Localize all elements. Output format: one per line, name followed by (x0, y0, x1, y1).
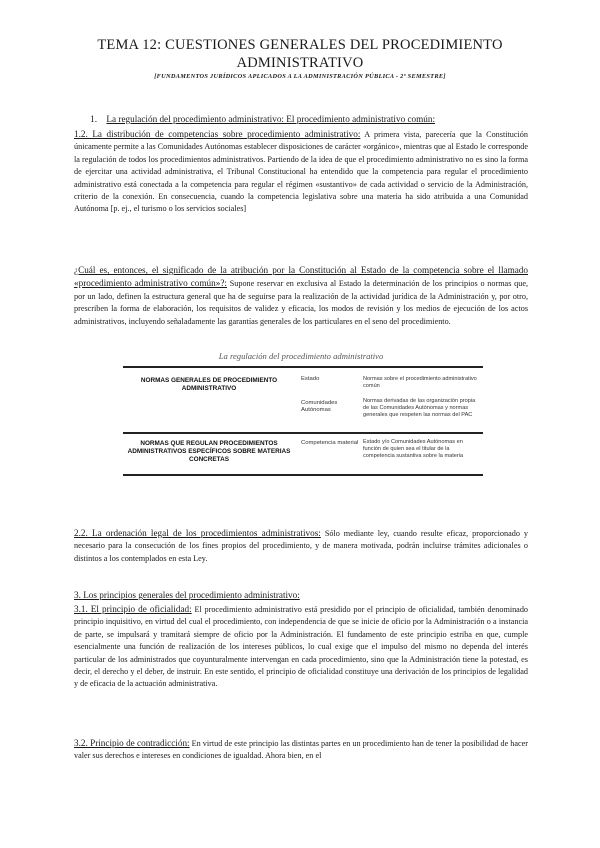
section-3-heading: 3. Los principios generales del procedimiento administrativo: (74, 590, 300, 600)
section-2-2-paragraph (74, 527, 528, 565)
section-1-2-body: A primera vista, parecería que la Constitución únicamente permite a las Comunidades Autónomas establecer disposiciones de carácter «orgánico», mientras que al Estado le corresponde la regulación de todos los procedimientos administrativos. Partiendo de la idea de que el procedimiento administrativo no es sino la forma de ejercitar una actividad administrativa, el Tribunal Constitucional ha entendido que la competencia para regular el procedimiento administrativo está conectada a la competencia para regular el régimen «sustantivo» de cada actividad o servicio de la Administración, criterio de la conexión. En consecuencia, cuando la competencia legislativa sobre una materia ha sido atribuida a una Comunidad Autónoma [p. ej., el turismo o los servicios sociales] (74, 130, 528, 214)
section-2-2-heading: 2.2. La ordenación legal de los procedimientos administrativos: (74, 528, 321, 538)
section-3-2-body: En virtud de este principio las distintas partes en un procedimiento han de tener la posibilidad de hacer valer sus derechos e intereses en condiciones de igualdad. Ahora bien, en el (74, 739, 528, 761)
section-1-2-heading: 1.2. La distribución de competencias sobre procedimiento administrativo: (74, 129, 361, 139)
figure-row1-sub1-label: Estado (301, 376, 320, 382)
question-paragraph (74, 264, 528, 328)
figure-bottom-rule (123, 474, 483, 476)
figure-middle-rule (123, 432, 483, 434)
figure-row1-sub2-label: Comunidades Autónomas (301, 400, 338, 414)
section-2-2-body: Sólo mediante ley, cuando resulte eficaz, proporcionado y necesario para la consecución de los fines propios del procedimiento, y de manera motivada, podrán incluirse trámites adicionales o distintos a los contemplados en esta Ley. (74, 529, 528, 563)
regulation-figure (123, 366, 483, 478)
figure-row1-sub1-text: Normas sobre el procedimiento administrativo común (363, 376, 477, 389)
figure-top-rule (123, 366, 483, 368)
section-3-1-heading: 3.1. El principio de oficialidad: (74, 604, 192, 614)
section-3-2-heading: 3.2. Principio de contradicción: (74, 738, 190, 748)
figure-row1-sub2-text: Normas derivadas de las organización propia de las Comunidades Autónomas y normas generales que respeten las normas del PAC (363, 398, 476, 418)
section-1-title: La regulación del procedimiento administrativo: El procedimiento administrativo común: (106, 114, 436, 124)
section-3-heading-block (74, 589, 528, 602)
section-1-heading (90, 114, 435, 125)
section-3-1-paragraph (74, 603, 528, 691)
section-1-2-paragraph (74, 128, 528, 216)
section-1-number: 1. (90, 115, 98, 125)
document-subtitle: [FUNDAMENTOS JURÍDICOS APLICADOS A LA ADMINISTRACIÓN PÚBLICA - 2º SEMESTRE] (154, 73, 446, 80)
question-heading: ¿Cuál es, entonces, el significado de la atribución por la Constitución al Estado de la competencia sobre el llamado «procedimiento administrativo común»?: (74, 265, 528, 289)
figure-title: La regulación del procedimiento administrativo (218, 351, 384, 361)
figure-row2-sub-text: Estado y/o Comunidades Autónomas en función de quien sea el titular de la competencia sustantiva sobre la materia (363, 439, 464, 459)
document-title: TEMA 12: CUESTIONES GENERALES DEL PROCEDIMIENTO ADMINISTRATIVO (97, 37, 503, 71)
figure-row1-label: NORMAS GENERALES DE PROCEDIMIENTO ADMINISTRATIVO (140, 377, 278, 392)
section-3-2-paragraph (74, 737, 528, 763)
section-3-1-body: El procedimiento administrativo está presidido por el principio de oficialidad, también denominado principio inquisitivo, en virtud del cual el procedimiento, con independencia de que se inicie de oficio por la Administración o a instancia de parte, se impulsará y tramitará siempre de oficio por la Administración. El fundamento de este principio estriba en que, cumple esencialmente una función de realización de los intereses públicos, lo cual exige que el impulso del mismo no dependa del interés particular de los administrados que coyunturalmente intervengan en cada procedimiento, sino que la Administración tiene la potestad, es decir, el derecho y el deber, de instruir. En este sentido, el principio de oficialidad constituye una derivación de los principios de legalidad y de eficacia de la actuación administrativa. (74, 605, 529, 689)
question-body: Supone reservar en exclusiva al Estado la determinación de los principios o normas que, por un lado, definen la estructura general que ha de seguirse para la realización de la actividad jurídica de la Administración y, por otro, prescriben la forma de elaboración, los requisitos de validez y eficacia, los modos de revisión y los medios de ejecución de los actos administrativos, incluyendo señaladamente las garantías generales de los particulares en el seno del procedimiento. (74, 279, 528, 326)
figure-row2-label: NORMAS QUE REGULAN PROCEDIMIENTOS ADMINISTRATIVOS ESPECÍFICOS SOBRE MATERIAS CONCRETAS (127, 440, 291, 463)
figure-row2-sub-label: Competencia material (301, 440, 359, 446)
